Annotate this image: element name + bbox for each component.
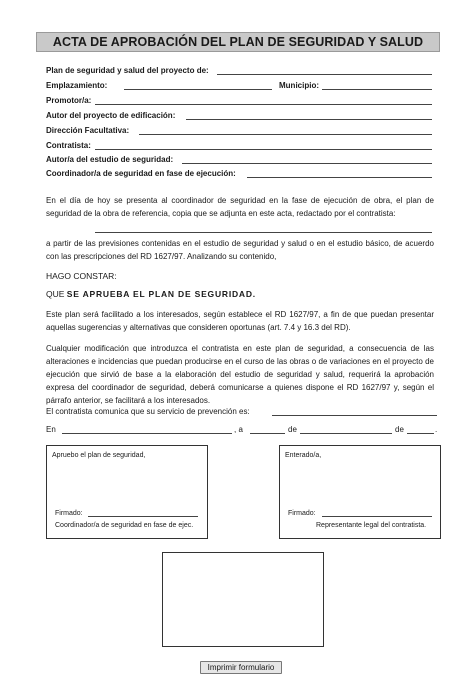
input-autor-estudio[interactable] <box>182 163 432 164</box>
date-de-1: de <box>288 425 297 434</box>
field-label-direccion: Dirección Facultativa: <box>46 126 130 135</box>
field-label-emplazamiento: Emplazamiento: <box>46 81 108 90</box>
input-anio[interactable] <box>407 433 434 434</box>
signature-box-contratista[interactable] <box>279 445 441 539</box>
paragraph-presentation: En el día de hoy se presenta al coordinador de seguridad en la fase de ejecución de obra, el plan de seguridad de la obra de referencia, copia que se adjunta en este acta, redactado por el contratista: <box>46 196 434 218</box>
input-direccion[interactable] <box>139 134 432 135</box>
signature-box-coordinador[interactable] <box>46 445 208 539</box>
date-a: , a <box>234 425 243 434</box>
input-mes[interactable] <box>300 433 392 434</box>
sign-right-header: Enterado/a, <box>285 452 322 459</box>
input-plan[interactable] <box>217 74 432 75</box>
field-label-promotor: Promotor/a: <box>46 96 92 105</box>
sign-left-firmado: Firmado: <box>55 510 83 517</box>
sign-right-role: Representante legal del contratista. <box>316 522 427 529</box>
que-prefix: QUE <box>46 289 65 299</box>
field-label-contratista: Contratista: <box>46 141 91 150</box>
input-contratista-redactor[interactable] <box>95 232 432 233</box>
date-de-2: de <box>395 425 404 434</box>
sign-right-firmado: Firmado: <box>288 510 316 517</box>
input-emplazamiento[interactable] <box>124 89 272 90</box>
input-autor-proyecto[interactable] <box>186 119 432 120</box>
field-label-autor-estudio: Autor/a del estudio de seguridad: <box>46 155 174 164</box>
input-promotor[interactable] <box>95 104 432 105</box>
input-contratista[interactable] <box>95 149 432 150</box>
stamp-box <box>162 552 324 647</box>
print-form-button[interactable]: Imprimir formulario <box>200 661 282 674</box>
field-label-autor-proyecto: Autor del proyecto de edificación: <box>46 111 176 120</box>
input-municipio[interactable] <box>322 89 432 90</box>
field-label-plan: Plan de seguridad y salud del proyecto de: <box>46 66 209 75</box>
paragraph-previsiones: a partir de las previsiones contenidas en el estudio de seguridad y salud o en el estudio básico, de acuerdo con las prescripciones del RD 1627/97. Analizando su contenido, <box>46 239 434 261</box>
que-statement <box>46 289 256 299</box>
input-lugar[interactable] <box>62 433 232 434</box>
input-coordinador[interactable] <box>247 177 432 178</box>
date-end: . <box>435 425 438 434</box>
paragraph-modificacion: Cualquier modificación que introduzca el contratista en este plan de seguridad, a consecuencia de las alteraciones e incidencias que puedan producirse en el curso de las obras o de variaciones en el proyecto de ejecución que sirvió de base a la elaboración del estudio de seguridad y salud, requerirá la aprobación expresa del coordinador de seguridad, deberá comunicarse a quienes dispone el RD 1627/97 y, según el párrafo anterior, se facilitará a los interesados. <box>46 344 434 405</box>
sign-right-line[interactable] <box>322 516 432 517</box>
servicio-prevencion-label: El contratista comunica que su servicio de prevención es: <box>46 407 250 416</box>
field-label-coordinador: Coordinador/a de seguridad en fase de ejecución: <box>46 169 236 178</box>
field-label-municipio: Municipio: <box>279 81 319 90</box>
sign-left-role: Coordinador/a de seguridad en fase de ejec. <box>55 522 194 529</box>
hago-constar-label: HAGO CONSTAR: <box>46 271 117 281</box>
paragraph-facilitado: Este plan será facilitado a los interesados, según establece el RD 1627/97, a fin de que puedan presentar aquellas sugerencias y alternativas que consideren oportunas (art. 7.4 y 16.3 del RD). <box>46 310 434 332</box>
document-title: ACTA DE APROBACIÓN DEL PLAN DE SEGURIDAD Y SALUD <box>36 32 440 52</box>
input-servicio-prevencion[interactable] <box>272 415 437 416</box>
que-bold-text: SE APRUEBA EL PLAN DE SEGURIDAD. <box>66 289 256 299</box>
sign-left-line[interactable] <box>88 516 198 517</box>
date-en: En <box>46 425 56 434</box>
input-dia[interactable] <box>250 433 285 434</box>
sign-left-header: Apruebo el plan de seguridad, <box>52 452 146 459</box>
